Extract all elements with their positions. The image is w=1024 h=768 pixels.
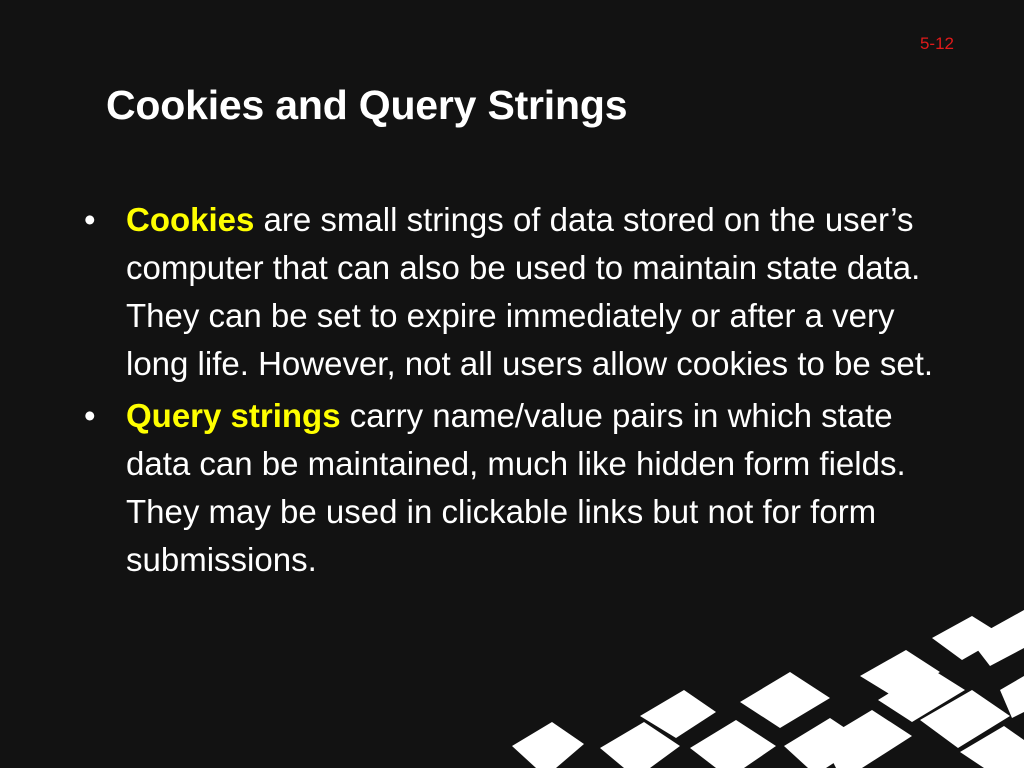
- bullet-item-cookies: [84, 196, 964, 388]
- checker-tile: [784, 718, 866, 768]
- checker-tile: [512, 722, 584, 768]
- bullet-icon: •: [84, 397, 96, 434]
- bullet-term: Cookies: [126, 201, 255, 238]
- checker-tile: [878, 668, 965, 722]
- checker-tile: [690, 720, 776, 768]
- bullet-item-query-strings: [84, 392, 964, 584]
- checker-tile: [960, 726, 1024, 768]
- bullet-text: carry name/value pairs in which state data can be maintained, much like hidden form fields. They may be used in clickable links but not for form submissions.: [126, 397, 906, 578]
- bullet-icon: •: [84, 201, 96, 238]
- checker-tile: [970, 610, 1024, 666]
- checker-tile: [640, 690, 716, 738]
- checker-tile: [600, 722, 680, 768]
- bullet-list: [84, 196, 964, 588]
- checker-tile: [932, 616, 1004, 660]
- page-number: 5-12: [919, 34, 954, 53]
- checker-tile: [1000, 676, 1024, 718]
- checker-tile: [740, 672, 830, 728]
- bullet-term: Query strings: [126, 397, 341, 434]
- checker-tile: [860, 650, 940, 698]
- checker-tile: [920, 690, 1010, 748]
- bullet-text: are small strings of data stored on the user’s computer that can also be used to maintain state data. They can be set to expire immediately or after a very long life. However, not all users allow cookies to be set.: [126, 201, 934, 382]
- checker-tile: [822, 710, 912, 768]
- slide-title: Cookies and Query Strings: [106, 82, 628, 128]
